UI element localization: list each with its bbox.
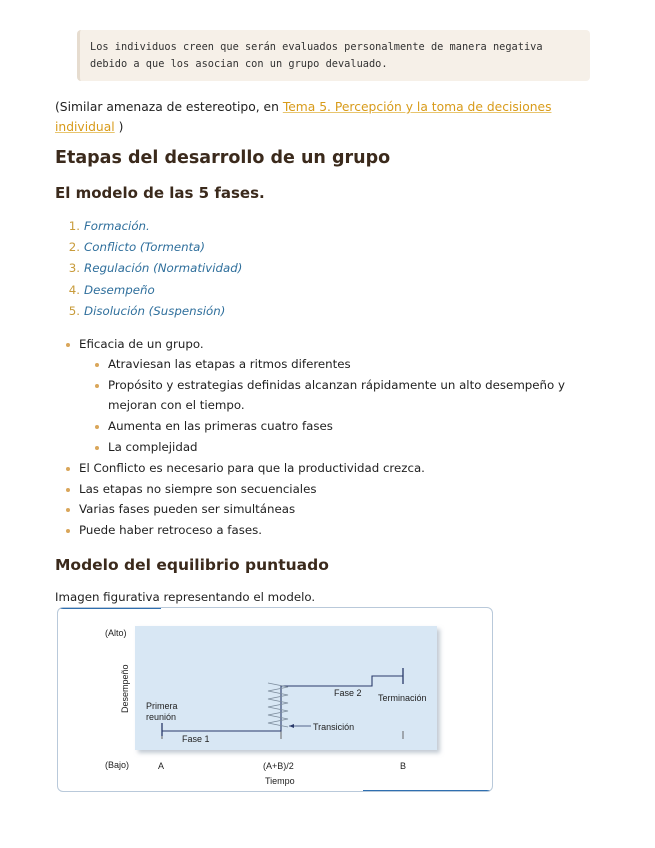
- stereotype-quote-block: [77, 30, 590, 81]
- first-meeting-label: Primera: [146, 701, 178, 711]
- quote-line-2: debido a que los asocian con un grupo devaluado.: [90, 58, 388, 70]
- figure-caption: Imagen figurativa representando el modelo.: [55, 590, 316, 604]
- list-item: Aumenta en las primeras cuatro fases: [55, 416, 600, 437]
- list-item: Propósito y estrategias definidas alcanzan rápidamente un alto desempeño y mejoran con el tiempo.: [55, 375, 600, 416]
- transition-label: Transición: [313, 722, 355, 732]
- note-prefix: (Similar amenaza de estereotipo, en: [55, 100, 283, 114]
- x-tick-mid: (A+B)/2: [263, 761, 294, 771]
- phase-item: 2. Conflicto (Tormenta): [68, 240, 206, 255]
- x-axis-label: Tiempo: [265, 776, 295, 786]
- low-label: (Bajo): [105, 760, 130, 770]
- list-item: La complejidad: [55, 437, 600, 458]
- list-item: Las etapas no siempre son secuenciales: [55, 479, 595, 500]
- note-suffix: ): [114, 120, 124, 134]
- phase-item: 3. Regulación (Normatividad): [68, 261, 243, 276]
- phase-item: 4. Desempeño: [68, 282, 155, 297]
- quote-line-1: Los individuos creen que serán evaluados personalmente de manera negativa: [90, 41, 543, 53]
- termination-label: Terminación: [378, 693, 427, 703]
- remaining-bullets: [55, 458, 595, 541]
- list-item: Eficacia de un grupo.: [55, 334, 595, 355]
- efficacy-bullet: [55, 334, 595, 355]
- list-item: El Conflicto es necesario para que la productividad crezca.: [55, 458, 595, 479]
- model-diagram: [58, 608, 493, 792]
- x-tick-a: A: [158, 761, 165, 771]
- stereotype-note: [55, 97, 595, 137]
- phase1-label: Fase 1: [182, 734, 210, 744]
- high-label: (Alto): [105, 628, 127, 638]
- section2-title: Modelo del equilibrio puntuado: [55, 556, 329, 574]
- phase-item: 1. Formación.: [68, 219, 150, 233]
- phases-list: [55, 216, 595, 322]
- list-item: Atraviesan las etapas a ritmos diferentes: [55, 354, 600, 375]
- first-meeting-label: reunión: [146, 712, 177, 722]
- phase2-label: Fase 2: [334, 688, 362, 698]
- x-tick-b: B: [400, 761, 407, 771]
- y-axis-label: Desempeño: [120, 664, 130, 713]
- list-item: Puede haber retroceso a fases.: [55, 520, 595, 541]
- efficacy-sub-list: [55, 354, 600, 458]
- topic5-link[interactable]: Tema 5. Percepción y la toma de decisiones individual: [55, 100, 552, 134]
- list-item: Varias fases pueden ser simultáneas: [55, 499, 595, 520]
- phase-item: 5. Disolución (Suspensión): [68, 303, 226, 318]
- subsection-title: El modelo de las 5 fases.: [55, 184, 265, 202]
- section-title: Etapas del desarrollo de un grupo: [55, 148, 391, 168]
- punctuated-equilibrium-figure: [57, 607, 493, 792]
